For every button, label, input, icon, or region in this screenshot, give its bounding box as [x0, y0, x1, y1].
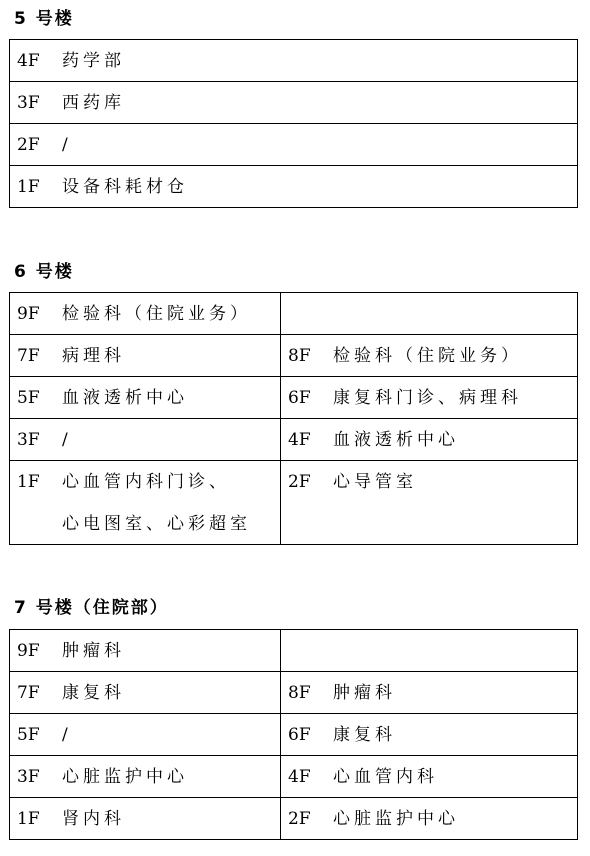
- department-name: 心血管内科: [333, 767, 438, 787]
- floor-label: 4F: [288, 430, 311, 450]
- department-name: 康复科: [333, 725, 396, 745]
- floor-cell: [10, 714, 281, 756]
- floor-label: 2F: [17, 135, 40, 155]
- department-name: 康复科门诊、病理科: [333, 388, 522, 408]
- floor-label: 3F: [17, 767, 40, 787]
- floor-cell: [10, 419, 281, 461]
- building-6-table: [9, 292, 578, 545]
- department-line: 心电图室、心彩超室: [62, 514, 251, 534]
- floor-label: 3F: [17, 93, 40, 113]
- department-name: 检验科（住院业务）: [333, 346, 522, 366]
- floor-label: 8F: [288, 683, 311, 703]
- floor-cell: [10, 82, 578, 124]
- floor-cell: [281, 798, 578, 840]
- table-row: [10, 124, 578, 166]
- floor-cell: [10, 756, 281, 798]
- department-name: 检验科（住院业务）: [62, 304, 251, 324]
- floor-cell: [10, 672, 281, 714]
- floor-label: 2F: [288, 809, 311, 829]
- department-name: 心脏监护中心: [333, 809, 459, 829]
- floor-label: 4F: [17, 51, 40, 71]
- building-7-title: 7 号楼（住院部）: [14, 598, 169, 618]
- floor-label: 9F: [17, 304, 40, 324]
- table-row: [10, 672, 578, 714]
- department-name: 血液透析中心: [333, 430, 459, 450]
- table-row: [10, 82, 578, 124]
- building-7-table: [9, 629, 578, 840]
- table-row: [10, 756, 578, 798]
- table-row: [10, 335, 578, 377]
- floor-label: 8F: [288, 346, 311, 366]
- table-row: [10, 166, 578, 208]
- department-name: 心导管室: [333, 472, 417, 492]
- floor-cell: [281, 714, 578, 756]
- floor-label: 5F: [17, 388, 40, 408]
- table-row: [10, 419, 578, 461]
- department-name: 西药库: [62, 93, 125, 113]
- floor-cell: [10, 461, 281, 545]
- floor-label: 6F: [288, 725, 311, 745]
- table-row: [10, 461, 578, 545]
- floor-cell: [10, 377, 281, 419]
- floor-label: 6F: [288, 388, 311, 408]
- floor-cell: [10, 40, 578, 82]
- floor-cell: [281, 377, 578, 419]
- floor-cell: [10, 798, 281, 840]
- table-row: [10, 40, 578, 82]
- floor-cell: [281, 419, 578, 461]
- floor-label: 2F: [288, 472, 311, 492]
- department-name: 肿瘤科: [62, 641, 125, 661]
- floor-cell: [10, 124, 578, 166]
- department-name: 病理科: [62, 346, 125, 366]
- department-name: /: [62, 430, 72, 450]
- department-name: /: [62, 135, 72, 155]
- department-name: 药学部: [62, 51, 125, 71]
- floor-label: 1F: [17, 809, 40, 829]
- department-name: 肿瘤科: [333, 683, 396, 703]
- floor-cell: [281, 672, 578, 714]
- department-line: 心血管内科门诊、: [62, 472, 230, 492]
- department-name: 康复科: [62, 683, 125, 703]
- building-5-title: 5 号楼: [14, 9, 74, 29]
- floor-label: 4F: [288, 767, 311, 787]
- floor-cell-empty: [281, 630, 578, 672]
- floor-label: 9F: [17, 641, 40, 661]
- floor-cell-empty: [281, 293, 578, 335]
- floor-label: 7F: [17, 683, 40, 703]
- floor-label: 1F: [17, 472, 40, 492]
- floor-label: 5F: [17, 725, 40, 745]
- department-name: [62, 472, 251, 534]
- table-row: [10, 293, 578, 335]
- floor-label: 7F: [17, 346, 40, 366]
- department-name: 血液透析中心: [62, 388, 188, 408]
- floor-cell: [281, 335, 578, 377]
- department-name: /: [62, 725, 72, 745]
- department-name: 心脏监护中心: [62, 767, 188, 787]
- table-row: [10, 630, 578, 672]
- department-name: 设备科耗材仓: [62, 177, 188, 197]
- floor-label: 1F: [17, 177, 40, 197]
- table-row: [10, 377, 578, 419]
- floor-cell: [10, 293, 281, 335]
- floor-cell: [10, 335, 281, 377]
- building-6-title: 6 号楼: [14, 262, 74, 282]
- department-name: 肾内科: [62, 809, 125, 829]
- floor-cell: [10, 166, 578, 208]
- floor-label: 3F: [17, 430, 40, 450]
- floor-cell: [10, 630, 281, 672]
- floor-cell: [281, 756, 578, 798]
- floor-cell: [281, 461, 578, 545]
- building-5-table: [9, 39, 578, 208]
- table-row: [10, 714, 578, 756]
- table-row: [10, 798, 578, 840]
